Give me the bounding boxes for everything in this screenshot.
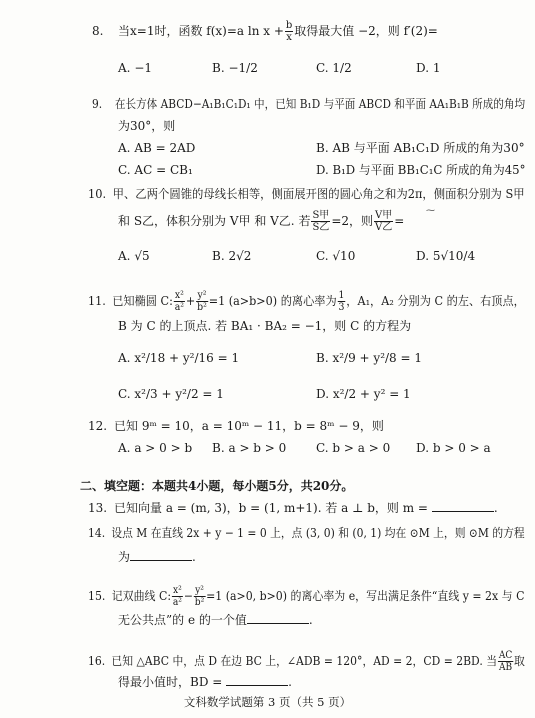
option-a: A. a > 0 > b — [118, 441, 193, 455]
question-13: 13. 已知向量 a = (m, 3)，b = (1, m+1). 若 a ⊥ b，则 m = . — [88, 501, 498, 515]
option-d: D. x²/2 + y² = 1 — [316, 387, 411, 401]
fraction: $\frac{\text{V甲}}{\text{V乙}}$ — [375, 210, 393, 233]
question-9-cont: 为30°，则 — [118, 119, 176, 133]
answer-blank — [226, 685, 288, 686]
fraction: $\frac{\text{S甲}}{\text{S乙}}$ — [312, 210, 330, 233]
question-11-cont: B 为 C 的上顶点. 若 BA₁ · BA₂ = −1，则 C 的方程为 — [118, 319, 412, 333]
question-14: 14. 设点 M 在直线 2x + y − 1 = 0 上，点 (3, 0) 和 (0, 1) 均在 ⊙M 上，则 ⊙M 的方程 — [88, 526, 525, 540]
option-c: C. b > a > 0 — [316, 441, 391, 455]
question-16: 16. 已知 △ABC 中，点 D 在边 BC 上，∠ADB = 120°，AD = 2，CD = 2BD. 当 $\frac{AC}{AB}$ 取 — [88, 650, 525, 673]
option-a: A. AB = 2AD — [118, 141, 196, 155]
option-c: C. AC = CB₁ — [118, 163, 193, 177]
option-c: C. √10 — [316, 249, 356, 263]
section-heading: 二、填空题：本题共4小题，每小题5分，共20分。 — [80, 479, 354, 493]
question-number: 8. — [92, 24, 104, 38]
option-b: B. 2√2 — [212, 249, 252, 263]
question-15: 15. 记双曲线 C: $\frac{\text{x²}}{\text{a²}}$ − $\frac{\text{y²}}{\text{b²}}$ =1 (a>0, b>0) 的离心率为 e，写出满足条件“直线 y = 2x 与 C — [88, 585, 525, 608]
option-d: D. 1 — [416, 61, 441, 75]
question-10-cont: 和 S乙，体积分别为 V甲 和 V乙. 若 $\frac{\text{S甲}}{\text{S乙}}$ =2，则 $\frac{\text{V甲}}{\text{V乙}}$ = — [118, 210, 405, 233]
option-b: B. x²/9 + y²/8 = 1 — [316, 351, 422, 365]
question-text: 当x=1时，函数 f(x)=a ln x + — [118, 24, 284, 38]
question-12: 12. 已知 9ᵐ = 10，a = 10ᵐ − 11，b = 8ᵐ − 9，则 — [88, 419, 384, 433]
question-11: 11. 已知椭圆 C: $\frac{\text{x²}}{\text{a²}}$ + $\frac{\text{y²}}{\text{b²}}$ =1 (a>b>0) 的离心率为 $\frac{1}{3}$ ，A₁，A₂ 分别为 C 的左、右顶点， — [88, 290, 525, 313]
question-14-cont: 为 . — [118, 550, 196, 564]
option-c: C. 1/2 — [316, 61, 352, 75]
question-10: 10. 甲、乙两个圆锥的母线长相等，侧面展开图的圆心角之和为2π，侧面积分别为 S甲 — [88, 187, 525, 201]
option-b: B. AB 与平面 AB₁C₁D 所成的角为30° — [316, 141, 525, 155]
answer-blank — [432, 511, 494, 512]
option-d: D. B₁D 与平面 BB₁C₁C 所成的角为45° — [316, 163, 526, 177]
answer-blank — [247, 623, 309, 624]
question-text: 取得最大值 −2，则 f′(2)= — [294, 24, 438, 38]
question-16-cont: 得最小值时，BD = . — [118, 675, 292, 689]
option-a: A. −1 — [118, 61, 153, 75]
option-a: A. x²/18 + y²/16 = 1 — [118, 351, 240, 365]
option-b: B. a > b > 0 — [212, 441, 287, 455]
option-c: C. x²/3 + y²/2 = 1 — [118, 387, 224, 401]
page-footer: 文科数学试题第 3 页（共 5 页） — [183, 695, 352, 709]
fraction: $\frac{b}{x}$ — [285, 20, 293, 43]
question-8 — [92, 20, 438, 43]
option-d: D. b > 0 > a — [416, 441, 491, 455]
option-a: A. √5 — [118, 249, 150, 263]
answer-blank — [130, 560, 192, 561]
question-9: 9. 在长方体 ABCD−A₁B₁C₁D₁ 中，已知 B₁D 与平面 ABCD 和平面 AA₁B₁B 所成的角均 — [92, 97, 526, 111]
question-15-cont: 无公共点”的 e 的一个值 . — [118, 613, 313, 627]
ink-mark: ⁓ — [426, 206, 435, 216]
option-d: D. 5√10/4 — [416, 249, 476, 263]
option-b: B. −1/2 — [212, 61, 258, 75]
